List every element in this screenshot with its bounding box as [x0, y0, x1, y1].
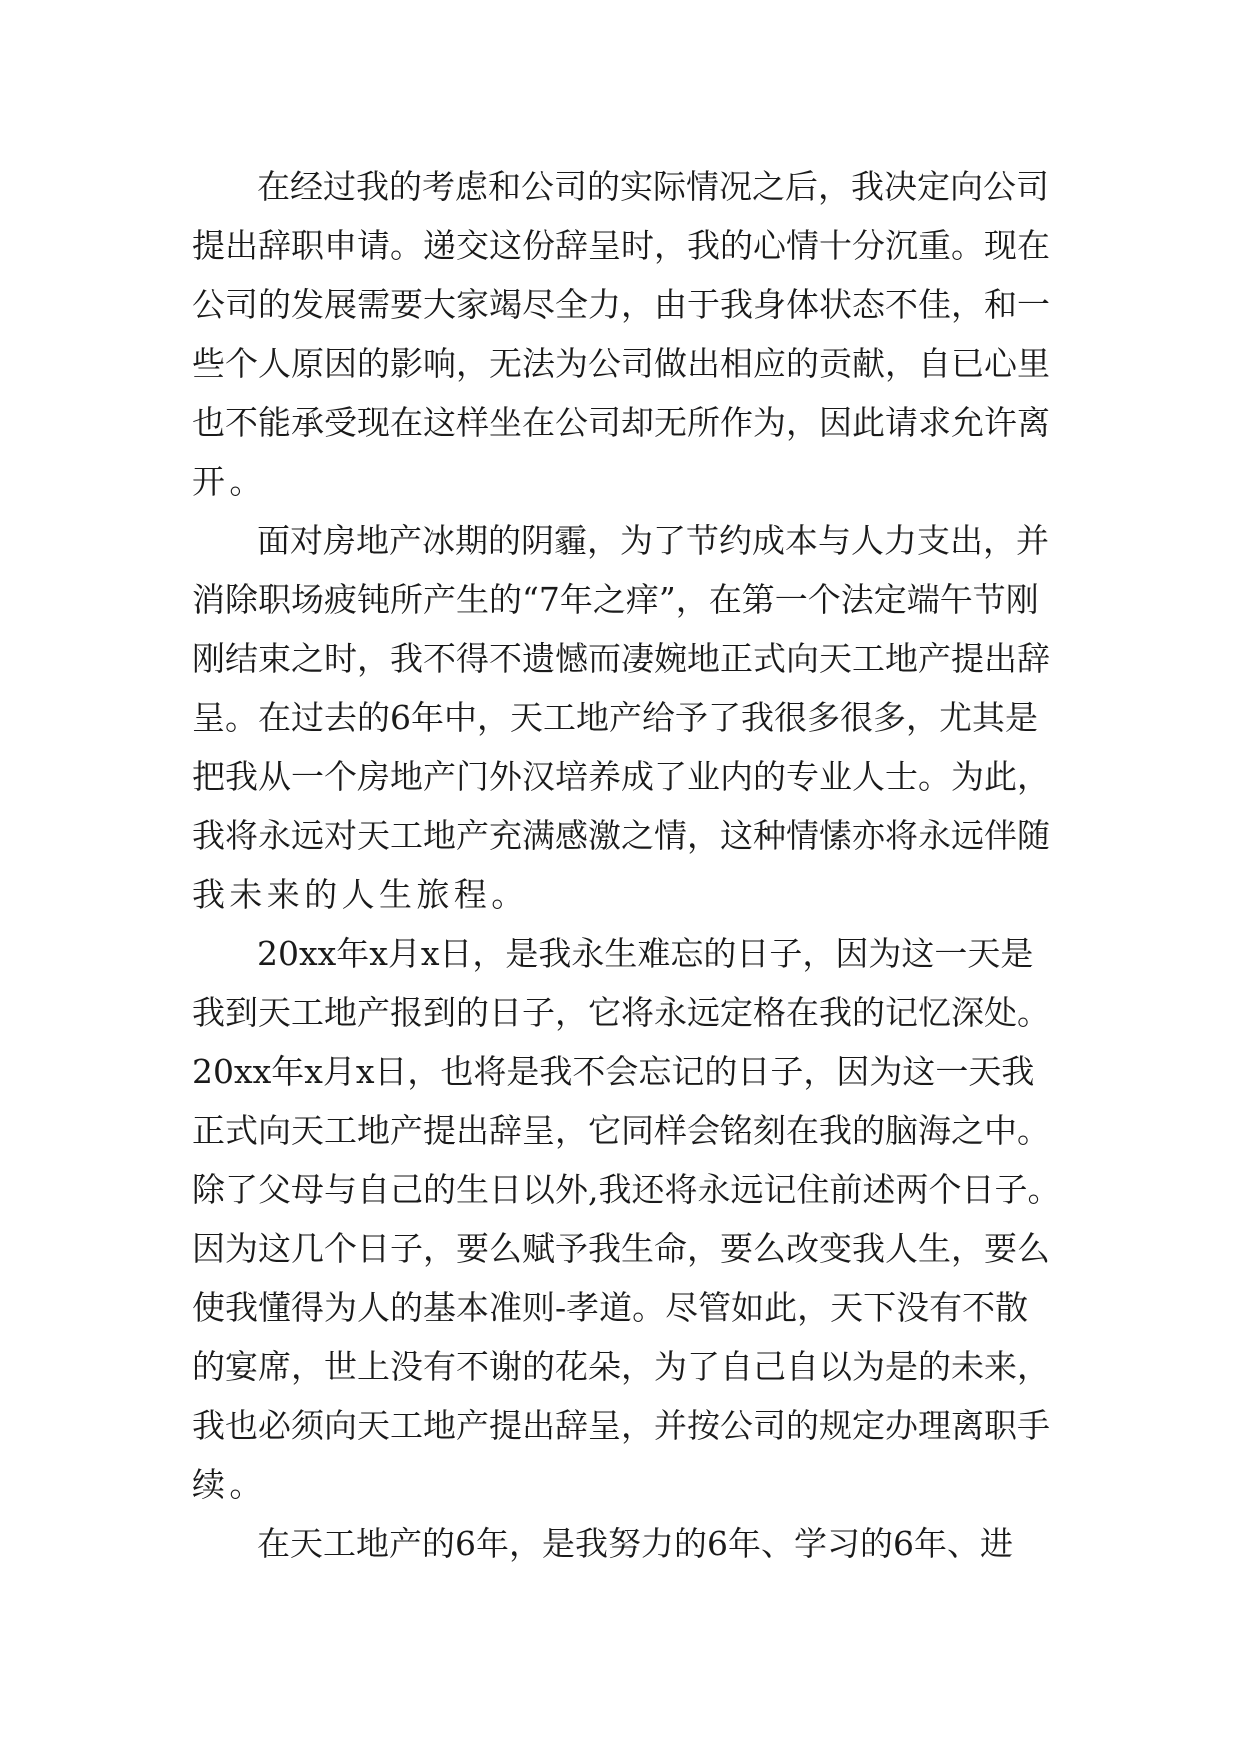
text-line: 在天工地产的6年，是我努力的6年、学习的6年、进	[257, 1524, 1013, 1563]
text-line: 公司的发展需要大家竭尽全力，由于我身体状态不佳，和一	[192, 285, 1050, 324]
text-line: 开。	[192, 462, 267, 501]
text-line: 使我懂得为人的基本准则-孝道。尽管如此，天下没有不散	[192, 1288, 1029, 1327]
text-line: 提出辞职申请。递交这份辞呈时，我的心情十分沉重。现在	[192, 226, 1050, 265]
text-line: 刚结束之时，我不得不遗憾而凄婉地正式向天工地产提出辞	[192, 639, 1050, 678]
text-line: 因为这几个日子，要么赋予我生命，要么改变我人生，要么	[192, 1229, 1050, 1268]
text-line: 20xx年x月x日，是我永生难忘的日子，因为这一天是	[257, 934, 1034, 973]
text-line: 我未来的人生旅程。	[192, 875, 529, 914]
text-line: 正式向天工地产提出辞呈，它同样会铭刻在我的脑海之中。	[192, 1111, 1050, 1150]
text-line: 我到天工地产报到的日子，它将永远定格在我的记忆深处。	[192, 993, 1050, 1032]
text-line: 呈。在过去的6年中，天工地产给予了我很多很多，尤其是	[192, 698, 1038, 737]
text-line: 除了父母与自己的生日以外,我还将永远记住前述两个日子。	[192, 1170, 1061, 1209]
text-line: 在经过我的考虑和公司的实际情况之后，我决定向公司	[257, 167, 1049, 206]
text-line: 我也必须向天工地产提出辞呈，并按公司的规定办理离职手	[192, 1406, 1050, 1445]
text-line: 续。	[192, 1465, 267, 1504]
text-line: 20xx年x月x日，也将是我不会忘记的日子，因为这一天我	[192, 1052, 1035, 1091]
text-line: 把我从一个房地产门外汉培养成了业内的专业人士。为此，	[192, 757, 1050, 796]
text-line: 也不能承受现在这样坐在公司却无所作为，因此请求允许离	[192, 403, 1050, 442]
text-line: 面对房地产冰期的阴霾，为了节约成本与人力支出，并	[257, 521, 1049, 560]
text-line: 我将永远对天工地产充满感激之情，这种情愫亦将永远伴随	[192, 816, 1050, 855]
text-line: 些个人原因的影响，无法为公司做出相应的贡献，自已心里	[192, 344, 1050, 383]
text-line: 消除职场疲钝所产生的“7年之痒”，在第一个法定端午节刚	[192, 580, 1039, 619]
text-line: 的宴席，世上没有不谢的花朵，为了自己自以为是的未来，	[192, 1347, 1050, 1386]
